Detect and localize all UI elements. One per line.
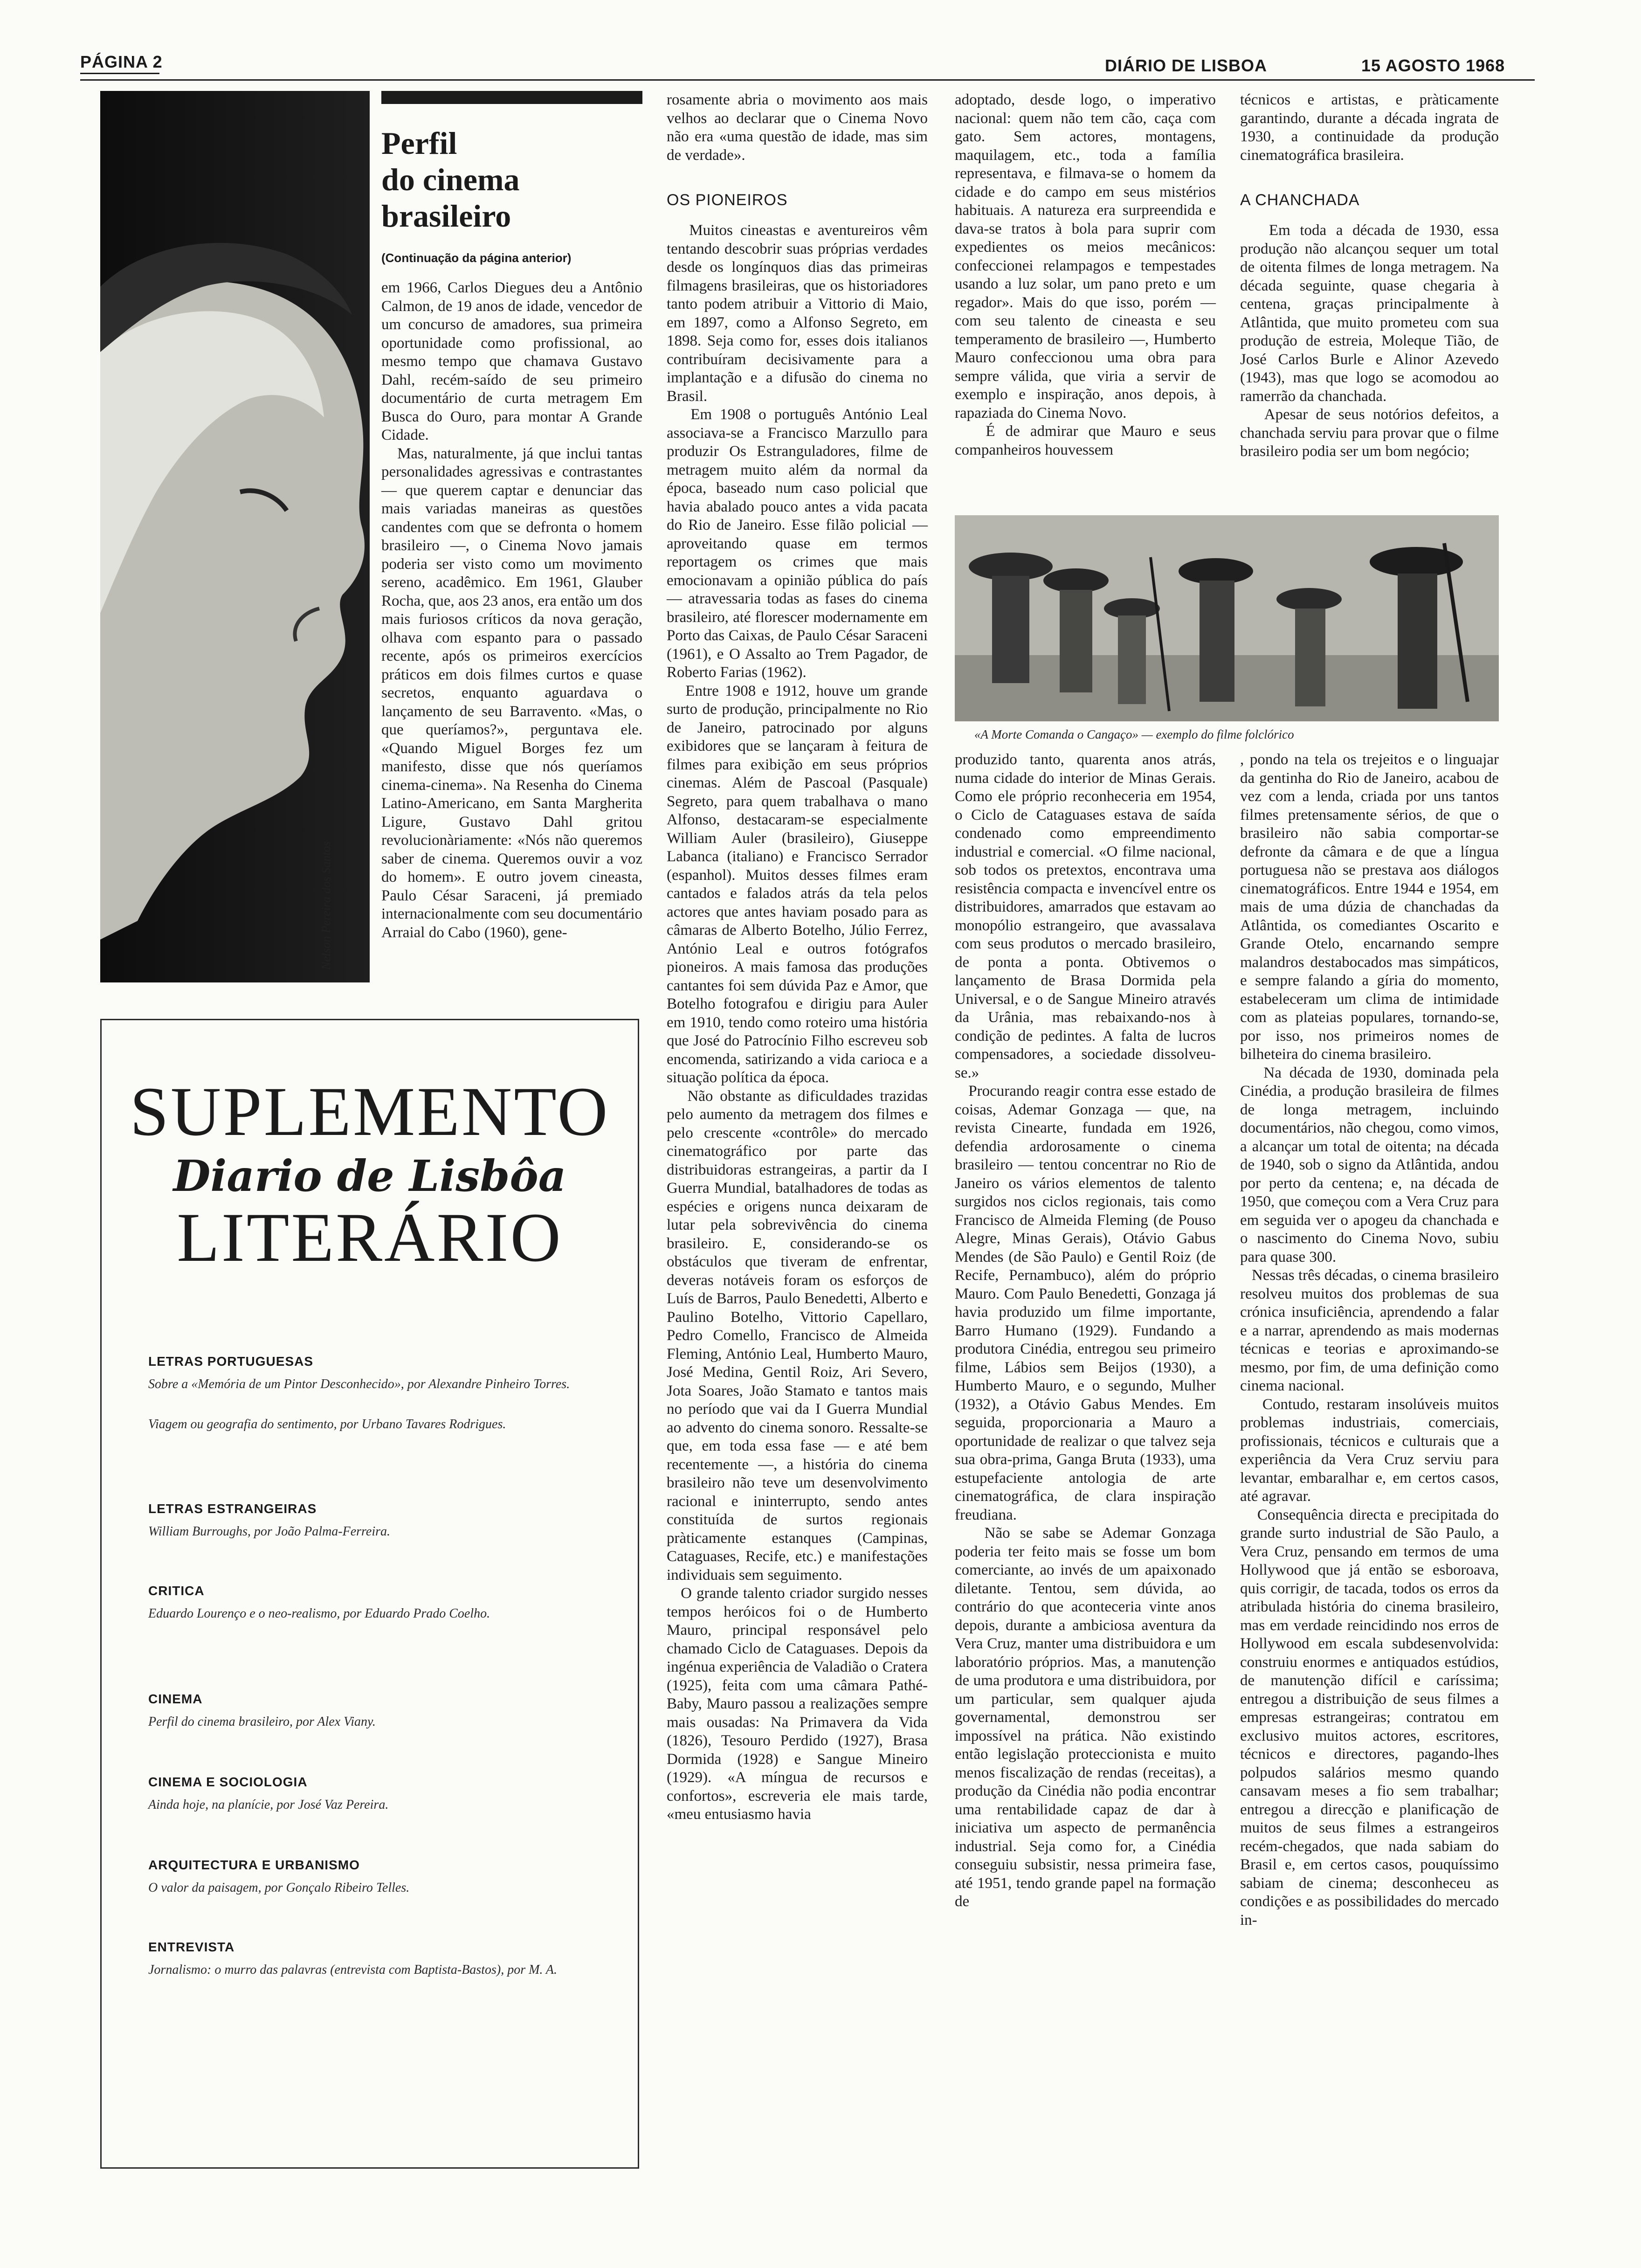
film-still-image xyxy=(955,515,1499,721)
header-rule xyxy=(80,79,1535,81)
article-column-1: em 1966, Carlos Diegues deu a Antônio Calmon, de 19 anos de idade, vencedor de um concurso de amadores, sua primeira oportunidade como profissional, ao mesmo tempo que chamava Gustavo Dahl, recém-saído de seu primeiro documentário de curta metragem Em Busca do Ouro, para montar A Grande Cidade. Mas, naturalmente, já que inclui tantas personalidades agressivas e contrastantes — que querem captar e denunciar das mais variadas maneiras as questões candentes com que se defronta o homem brasileiro —, o Cinema Novo jamais poderia ser visto como um movimento sereno, acadêmico. Em 1961, Glauber Rocha, que, aos 23 anos, era então um dos mais furiosos críticos da nova geração, olhava com espanto para o passado recente, após os primeiros exercícios práticos em dois filmes curtos e quase secretos, enquanto aguardava o lançamento de seu Barravento. «Mas, o que queríamos?», perguntava ele. «Quando Miguel Borges fez um manifesto, disse que nós queríamos cinema-cinema». Na Resenha do Cinema Latino-Americano, em Santa Margherita Ligure, Gustavo Dahl gritou revolucionàriamente: «Nós não queremos saber de cinema. Queremos ouvir a voz do homem». E outro jovem cineasta, Paulo César Saraceni, já premiado internacionalmente com seu documentário Arraial do Cabo (1960), gene- xyxy=(381,279,643,941)
toc-item: O valor da paisagem, por Gonçalo Ribeiro Telles. xyxy=(148,1881,410,1895)
photo-caption: «A Morte Comanda o Cangaço» — exemplo do filme folclórico xyxy=(974,727,1294,741)
toc-heading: LETRAS PORTUGUESAS xyxy=(148,1354,314,1369)
article-column-2-intro: rosamente abria o movimento aos mais velhos ao declarar que o Cinema Novo não era «uma questão de idade, mas sim de verdade». xyxy=(667,91,932,164)
article-column-3-bottom: produzido tanto, quarenta anos atrás, numa cidade do interior de Minas Gerais. Como ele próprio reconheceria em 1954, o Ciclo de Cataguases estava de saída condenado como empreendimento industrial e comercial. «O filme nacional, sob todos os pretextos, encontrava uma resistência compacta e invencível entre os distribuidores, amarrados que estavam ao monopólio estrangeiro, que avassalava com seus produtos o mercado brasileiro, de ponta a ponta. Obtivemos o lançamento de Brasa Dormida pela Universal, e o de Sangue Mineiro através da Urânia, mas rebaixando-nos à condição de pedintes. A falta de lucros compensadores, a sociedade dissolveu-se.» Procurando reagir contra esse estado de coisas, Ademar Gonzaga — que, na revista Cinearte, fundada em 1926, defendia ardorosamente o cinema brasileiro — tentou concentrar no Rio de Janeiro os vários elementos de talento surgidos nos ciclos regionais, tais como Francisco de Almeida Fleming (de Pouso Alegre, Minas Gerais), Otávio Gabus Mendes (de São Paulo) e Gentil Roiz (de Recife, Pernambuco), além do próprio Mauro. Com Paulo Benedetti, Gonzaga já havia produzido um filme importante, Barro Humano (1929). Fundando a produtora Cinédia, entregou seu primeiro filme, Lábios sem Beijos (1930), a Humberto Mauro, e o segundo, Mulher (1932), a Otávio Gabus Mendes. Em seguida, proporcionaria a Mauro a oportunidade de realizar o que talvez seja sua obra-prima, Ganga Bruta (1933), uma estupefaciente antologia de arte cinematográfica, de clara inspiração freudiana. Não se sabe se Ademar Gonzaga poderia ter feito mais se fosse um bom comerciante, ao invés de um apaixonado diletante. Tentou, sem dúvida, ao contrário do que aconteceria vinte anos depois, durante a ambiciosa aventura da Vera Cruz, manter uma distribuidora e um laboratório próprios. Mas, a manutenção de uma produtora e uma distribuidora, por um particular, sem qualquer ajuda governamental, demonstrou ser impossível na prática. Não existindo então legislação proteccionista e muito menos fiscalização de rendas (receitas), a produção da Cinédia não podia encontrar uma rentabilidade capaz de dar à iniciativa um aspecto de permanência industrial. Seja como for, a Cinédia conseguiu subsistir, nessa primeira fase, até 1951, tendo grande papel na formação de xyxy=(955,751,1216,1910)
article-column-2: Muitos cineastas e aventureiros vêm tentando descobrir suas próprias verdades desde os longínquos dias das primeiras filmagens brasileiras, que os historiadores tanto podem atribuir a Vittorio di Maio, em 1897, como a Alfonso Segreto, em 1898. Seja como for, esses dois italianos contribuíram decisivamente para a implantação e a difusão do cinema no Brasil. Em 1908 o português António Leal associava-se a Francisco Marzullo para produzir Os Estranguladores, filme de metragem muito além da normal da época, baseado num caso policial que havia abalado pouco antes a vida pacata do Rio de Janeiro. Esse filão policial — aproveitando quase em termos reportagem os crimes que mais emocionavam a opinião pública do país — atravessaria todas as fases do cinema brasileiro, até florescer modernamente em Porto das Caixas, de Paulo César Saraceni (1961), e O Assalto ao Trem Pagador, de Roberto Farias (1962). Entre 1908 e 1912, houve um grande surto de produção, principalmente no Rio de Janeiro, patrocinado por alguns exibidores que se lançaram à feitura de filmes para exibição em seus próprios cinemas. Além de Pascoal (Pasquale) Segreto, para quem trabalhava o mano Alfonso, destacaram-se especialmente William Auler (brasileiro), Giuseppe Labanca (italiano) e Francisco Serrador (espanhol). Muitos desses filmes eram cantados e falados atrás da tela pelos actores que antes haviam posado para as câmaras de Alberto Botelho, Júlio Ferrez, António Leal e outros fotógrafos pioneiros. A mais famosa das produções cantantes foi sem dúvida Paz e Amor, que Botelho fotografou e dirigiu para Auler em 1910, tendo como roteiro uma história que José do Patrocínio Filho escreveu sob encomenda, satirizando a vida carioca e a situação política da época. Não obstante as dificuldades trazidas pelo aumento da metragem dos filmes e pelo crescente «contrôle» do mercado cinematográfico por parte das distribuidoras estrangeiras, a partir da I Guerra Mundial, batalhadores de todas as espécies e origens nunca deixaram de lutar pela sobrevivência do cinema brasileiro. E, considerando-se os obstáculos que tiveram de enfrentar, deveras notáveis foram os esforços de Luís de Barros, Paulo Benedetti, Alberto e Paulino Botelho, Vittorio Capellaro, Pedro Comello, Francisco de Almeida Fleming, António Leal, Humberto Mauro, José Medina, Gentil Roiz, Ari Severo, Jota Soares, João Stamato e tantos mais no período que vai da I Guerra Mundial ao advento do cinema sonoro. Ressalte-se que, em toda essa fase — e até bem recentemente —, a história do cinema brasileiro não teve um desenvolvimento racional e ininterrupto, sendo antes constituída de surtos regionais pràticamente estanques (Campinas, Cataguases, Recife, etc.) e manifestações individuais sem seguimento. O grande talento criador surgido nesses tempos heróicos foi o de Humberto Mauro, principal responsável pelo chamado Ciclo de Cataguases. Depois da ingénua experiência de Valadião o Cratera (1925), feita com uma câmara Pathé-Baby, Mauro passou a realizações sempre mais ousadas: Na Primavera da Vida (1826), Tesouro Perdido (1927), Brasa Dormida (1928) e Sangue Mineiro (1929). «A míngua de recursos e confortos», escreveria ele mais tarde, «meu entusiasmo havia xyxy=(667,222,928,1823)
photo-credit: Nelson Pereira dos Santos xyxy=(319,841,333,970)
toc-heading: ENTREVISTA xyxy=(148,1940,235,1954)
article-title: Perfil do cinema brasileiro xyxy=(381,125,520,234)
toc-item: Eduardo Lourenço e o neo-realismo, por Eduardo Prado Coelho. xyxy=(148,1606,490,1621)
section-heading-pioneiros: OS PIONEIROS xyxy=(667,191,788,209)
article-column-4-intro: Em toda a década de 1930, essa produção não alcançou sequer um total de oitenta filmes de longa metragem. Na década seguinte, quase chegaria à centena, graças principalmente à Atlântida, que muito prometeu com sua produção de estreia, Moleque Tião, de José Carlos Burle e Alinor Azevedo (1943), mas que logo se acomodou ao ramerrão da chanchada. Apesar de seus notórios defeitos, a chanchada serviu para provar que o filme brasileiro podia ser um bom negócio; xyxy=(1240,222,1499,460)
section-heading-chanchada: A CHANCHADA xyxy=(1240,191,1360,209)
supplement-masthead: Diario de Lisbôa xyxy=(173,1151,566,1201)
continuation-note: (Continuação da página anterior) xyxy=(381,251,572,265)
literary-supplement-box xyxy=(100,1019,639,2169)
toc-item: Viagem ou geografia do sentimento, por Urbano Tavares Rodrigues. xyxy=(148,1417,506,1431)
toc-heading: ARQUITECTURA E URBANISMO xyxy=(148,1858,360,1872)
toc-heading: CINEMA xyxy=(148,1692,203,1706)
toc-item: Ainda hoje, na planície, por José Vaz Pereira. xyxy=(148,1798,389,1812)
article-column-4-top: técnicos e artistas, e pràticamente garantindo, durante a década ingrata de 1930, a continuidade da produção cinematográfica brasileira. xyxy=(1240,91,1503,164)
toc-item: Sobre a «Memória de um Pintor Desconhecido», por Alexandre Pinheiro Torres. xyxy=(148,1377,570,1391)
toc-heading: CINEMA E SOCIOLOGIA xyxy=(148,1775,308,1789)
issue-date: 15 AGOSTO 1968 xyxy=(1361,56,1505,75)
article-column-4-bottom: , pondo na tela os trejeitos e o linguajar da gentinha do Rio de Janeiro, acabou de vez com a lenda, criada por uns tantos filmes pretensamente sérios, de que o brasileiro não sabia comportar-se defronte da câmara e de que a língua portuguesa não se prestava aos diálogos cinematográficos. Entre 1944 e 1954, em mais de uma dúzia de chanchadas da Atlântida, os comediantes Oscarito e Grande Otelo, encarnando sempre malandros destabocados mas simpáticos, e sempre falando a gíria do momento, estabeleceram um clima de intimidade com as plateias populares, tornando-se, por isso, nos primeiros nomes de bilheteira do cinema brasileiro. Na década de 1930, dominada pela Cinédia, a produção brasileira de filmes de longa metragem, incluindo documentários, não chegou, como vimos, a alcançar um total de oitenta; na década de 1940, sob o signo da Atlântida, andou por perto da centena; e, na década de 1950, que começou com a Vera Cruz para em seguida ver o apogeu da chanchada e o nascimento do Cinema Novo, subiu para quase 300. Nessas três décadas, o cinema brasileiro resolveu muitos dos problemas de sua crónica insuficiência, aprendendo a falar e a narrar, aprendendo as mais modernas técnicas e teorias e aproximando-se mesmo, por fim, de uma definição como cinema nacional. Contudo, restaram insolúveis muitos problemas industriais, comerciais, profissionais, técnicos e culturais que a experiência da Vera Cruz serviu para levantar, embaralhar e, em certos casos, até agravar. Consequência directa e precipitada do grande surto industrial de São Paulo, a Vera Cruz, pensando em termos de uma Hollywood que já então se esboroava, quis corrigir, de tacada, todos os erros da atribulada história do cinema brasileiro, mas em verdade reincidindo nos erros de Hollywood em escala subdesenvolvida: construiu enormes e antiquados estúdios, de manutenção difícil e caríssima; entregou a distribuição de seus filmes a empresas estrangeiras; contratou em exclusivo muitos actores, escritores, técnicos e directores, pagando-lhes polpudos salários mesmo quando cansavam meses a fio sem trabalhar; entregou a direcção e planificação de muitos de seus filmes a estrangeiros recém-chegados, que nada sabiam do Brasil e, em certos casos, pouquíssimo sabiam de cinema; desconheceu as condições e as possibilidades do mercado in- xyxy=(1240,751,1499,1929)
supplement-title-line1: SUPLEMENTO xyxy=(130,1073,610,1150)
toc-heading: LETRAS ESTRANGEIRAS xyxy=(148,1501,317,1516)
toc-item: Jornalismo: o murro das palavras (entrevista com Baptista-Bastos), por M. A. xyxy=(148,1963,558,1977)
film-still-photo xyxy=(955,515,1499,721)
newspaper-name: DIÁRIO DE LISBOA xyxy=(1105,56,1268,75)
toc-item: Perfil do cinema brasileiro, por Alex Viany. xyxy=(148,1715,376,1729)
toc-item: William Burroughs, por João Palma-Ferreira. xyxy=(148,1524,391,1539)
article-column-3-top: adoptado, desde logo, o imperativo nacional: quem não tem cão, caça com gato. Sem actores, montagens, maquilagem, etc., toda a família representava, e filmava-se o homem da cidade e do campo em seus mistérios habituais. A natureza era surpreendida e dava-se tratos à bola para suprir com expedientes os meios mecânicos: confeccionei relampagos e tempestades usando a luz solar, um pano preto e um regador». Mais do que isso, porém — com seu talento de cineasta e seu temperamento de brasileiro —, Humberto Mauro confeccionou uma obra para sempre válida, que viria a servir de exemplo e inspiração, anos depois, à rapaziada do Cinema Novo. É de admirar que Mauro e seus companheiros houvessem xyxy=(955,91,1216,458)
title-bar xyxy=(381,91,642,104)
page-number: PÁGINA 2 xyxy=(80,52,163,71)
toc-heading: CRITICA xyxy=(148,1583,205,1598)
header-underline xyxy=(80,73,159,74)
supplement-title-line3: LITERÁRIO xyxy=(177,1199,563,1276)
